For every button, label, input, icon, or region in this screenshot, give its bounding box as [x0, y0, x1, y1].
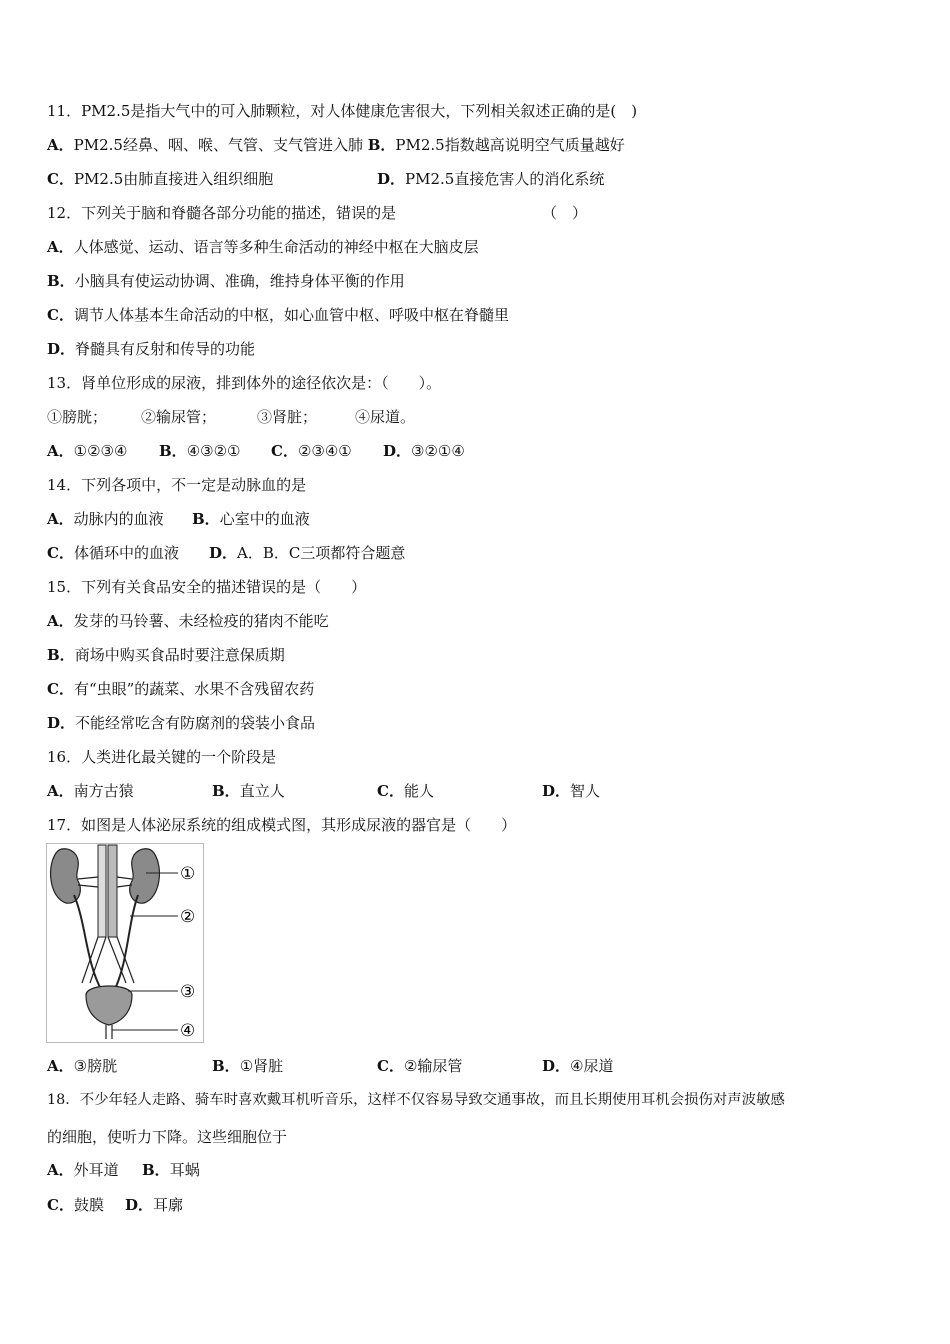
q14-option-c-wrap: [47, 543, 179, 563]
q12-d-key: D．: [47, 340, 76, 358]
q14-b-key: B．: [192, 510, 220, 528]
q16-option-d-wrap: [542, 781, 600, 801]
q14-option-d-wrap: [209, 543, 405, 563]
q18-option-a-wrap: [47, 1160, 119, 1180]
q12-stem: 12．下列关于脑和脊髓各部分功能的描述，错误的是: [47, 204, 397, 222]
q12-option-b: 小脑具有使运动协调、准确，维持身体平衡的作用: [74, 272, 405, 290]
q18-stem-line1: 18．不少年轻人走路、骑车时喜欢戴耳机听音乐，这样不仅容易导致交通事故，而且长期使用耳机会损伤对声波敏感: [47, 1092, 785, 1108]
q13-option-b-wrap: [159, 441, 240, 461]
q12-option-b-row: [47, 271, 405, 291]
q17-option-b: ①肾脏: [239, 1057, 284, 1075]
label-2: ②: [180, 907, 196, 927]
q11-option-d-wrap: [377, 169, 604, 189]
q17-option-d: ④尿道: [570, 1057, 614, 1075]
label-1: ①: [180, 864, 196, 884]
q17-b-key: B．: [212, 1057, 240, 1075]
q17-c-key: C．: [377, 1057, 404, 1075]
q17-stem: 17．如图是人体泌尿系统的组成模式图，其形成尿液的器官是（ ）: [47, 816, 517, 834]
q12-option-c: 调节人体基本生命活动的中枢，如心血管中枢、呼吸中枢在脊髓里: [73, 306, 509, 324]
q11-option-c: PM2.5由肺直接进入组织细胞: [73, 170, 274, 188]
q17-option-c-wrap: [377, 1056, 462, 1076]
q15-option-a-row: [47, 611, 329, 631]
q18-option-b: 耳蜗: [169, 1161, 200, 1179]
q17-option-a-wrap: [47, 1056, 117, 1076]
q15-option-a: 发芽的马铃薯、未经检疫的猪肉不能吃: [73, 612, 329, 630]
q17-option-c: ②输尿管: [403, 1057, 463, 1075]
q15-option-d: 不能经常吃含有防腐剂的袋装小食品: [75, 714, 316, 732]
q14-c-key: C．: [47, 544, 74, 562]
q17-option-a: ③膀胱: [73, 1057, 118, 1075]
q15-a-key: A．: [47, 612, 74, 630]
q12-option-a-row: [47, 237, 479, 257]
q14-option-c: 体循环中的血液: [73, 544, 179, 562]
q15-option-b: 商场中购买食品时要注意保质期: [74, 646, 285, 664]
q13-option-d: ③②①④: [411, 442, 465, 460]
q16-option-c: 能人: [403, 782, 434, 800]
q14-option-a: 动脉内的血液: [73, 510, 164, 528]
q13-d-key: D．: [383, 442, 412, 460]
q18-c-key: C．: [47, 1196, 74, 1214]
q13-stem: 13．肾单位形成的尿液，排到体外的途径依次是：（ ）。: [47, 374, 442, 392]
q12-paren: （ ）: [542, 204, 588, 222]
q13-option-a-wrap: [47, 441, 127, 461]
q17-option-b-wrap: [212, 1056, 283, 1076]
q12-stem-row: [47, 203, 927, 223]
q15-b-key: B．: [47, 646, 75, 664]
q12-option-d-row: [47, 339, 255, 359]
q18-d-key: D．: [125, 1196, 154, 1214]
q12-c-key: C．: [47, 306, 74, 324]
q16-option-a-wrap: [47, 781, 134, 801]
q13-b-key: B．: [159, 442, 187, 460]
q11-c-key: C．: [47, 170, 74, 188]
q11-a-key: A．: [47, 136, 74, 154]
q16-a-key: A．: [47, 782, 74, 800]
q11-option-b: PM2.5指数越高说明空气质量越好: [395, 136, 625, 154]
q16-option-a: 南方古猿: [73, 782, 134, 800]
q16-b-key: B．: [212, 782, 240, 800]
q11-option-a: PM2.5经鼻、咽、喉、气管、支气管进入肺: [73, 136, 363, 154]
q11-options-row1: [47, 135, 625, 155]
q18-option-c: 鼓膜: [73, 1196, 104, 1214]
vena-cava: [108, 845, 117, 937]
q16-option-c-wrap: [377, 781, 434, 801]
urinary-system-figure: [46, 843, 204, 1043]
q17-a-key: A．: [47, 1057, 74, 1075]
q16-stem: 16．人类进化最关键的一个阶段是: [47, 748, 277, 766]
q11-option-c-wrap: [47, 169, 273, 189]
q18-stem-line2: 的细胞，使听力下降。这些细胞位于: [47, 1128, 288, 1146]
q15-c-key: C．: [47, 680, 74, 698]
q12-option-c-row: [47, 305, 509, 325]
q13-option-d-wrap: [383, 441, 465, 461]
q17-option-d-wrap: [542, 1056, 613, 1076]
q18-option-c-wrap: [47, 1195, 104, 1215]
q11-stem: 11．PM2.5是指大气中的可入肺颗粒，对人体健康危害很大，下列相关叙述正确的是( ): [47, 102, 638, 120]
q13-option-c-wrap: [271, 441, 352, 461]
q18-a-key: A．: [47, 1161, 74, 1179]
q14-a-key: A．: [47, 510, 74, 528]
urinary-system-diagram: [46, 843, 204, 1043]
q18-option-a: 外耳道: [73, 1161, 119, 1179]
q13-option-a: ①②③④: [73, 442, 128, 460]
q15-stem: 15．下列有关食品安全的描述错误的是（ ）: [47, 578, 367, 596]
q15-option-d-row: [47, 713, 315, 733]
q18-option-d: 耳廓: [153, 1196, 184, 1214]
q13-option-b: ④③②①: [186, 442, 241, 460]
q17-d-key: D．: [542, 1057, 571, 1075]
q12-option-d: 脊髓具有反射和传导的功能: [75, 340, 256, 358]
q13-item-1: ①膀胱；: [47, 408, 108, 426]
q12-b-key: B．: [47, 272, 75, 290]
label-4: ④: [180, 1021, 196, 1041]
q13-a-key: A．: [47, 442, 74, 460]
q14-option-b: 心室中的血液: [219, 510, 310, 528]
q14-option-d: A．B．C三项都符合题意: [237, 544, 406, 562]
q18-option-d-wrap: [125, 1195, 183, 1215]
q11-option-d: PM2.5直接危害人的消化系统: [405, 170, 605, 188]
q16-c-key: C．: [377, 782, 404, 800]
q13-c-key: C．: [271, 442, 298, 460]
q15-option-c-row: [47, 679, 314, 699]
q13-item-4: ④尿道。: [355, 408, 416, 426]
q14-option-a-wrap: [47, 509, 164, 529]
q14-d-key: D．: [209, 544, 238, 562]
q11-b-key: B．: [367, 136, 396, 154]
q14-option-b-wrap: [192, 509, 310, 529]
q16-option-b: 直立人: [239, 782, 285, 800]
q13-option-c: ②③④①: [297, 442, 352, 460]
q16-d-key: D．: [542, 782, 571, 800]
q18-option-b-wrap: [142, 1160, 200, 1180]
q11-d-key: D．: [377, 170, 406, 188]
aorta: [98, 845, 106, 937]
q16-option-d: 智人: [570, 782, 601, 800]
q13-item-2: ②输尿管；: [141, 408, 217, 426]
q16-option-b-wrap: [212, 781, 285, 801]
q15-option-b-row: [47, 645, 285, 665]
q15-option-c: 有“虫眼”的蔬菜、水果不含残留农药: [73, 680, 315, 698]
q18-b-key: B．: [142, 1161, 170, 1179]
q12-a-key: A．: [47, 238, 74, 256]
label-3: ③: [180, 982, 196, 1002]
q12-option-a: 人体感觉、运动、语言等多种生命活动的神经中枢在大脑皮层: [73, 238, 479, 256]
q13-item-3: ③肾脏；: [257, 408, 318, 426]
q15-d-key: D．: [47, 714, 76, 732]
q14-stem: 14．下列各项中，不一定是动脉血的是: [47, 476, 307, 494]
